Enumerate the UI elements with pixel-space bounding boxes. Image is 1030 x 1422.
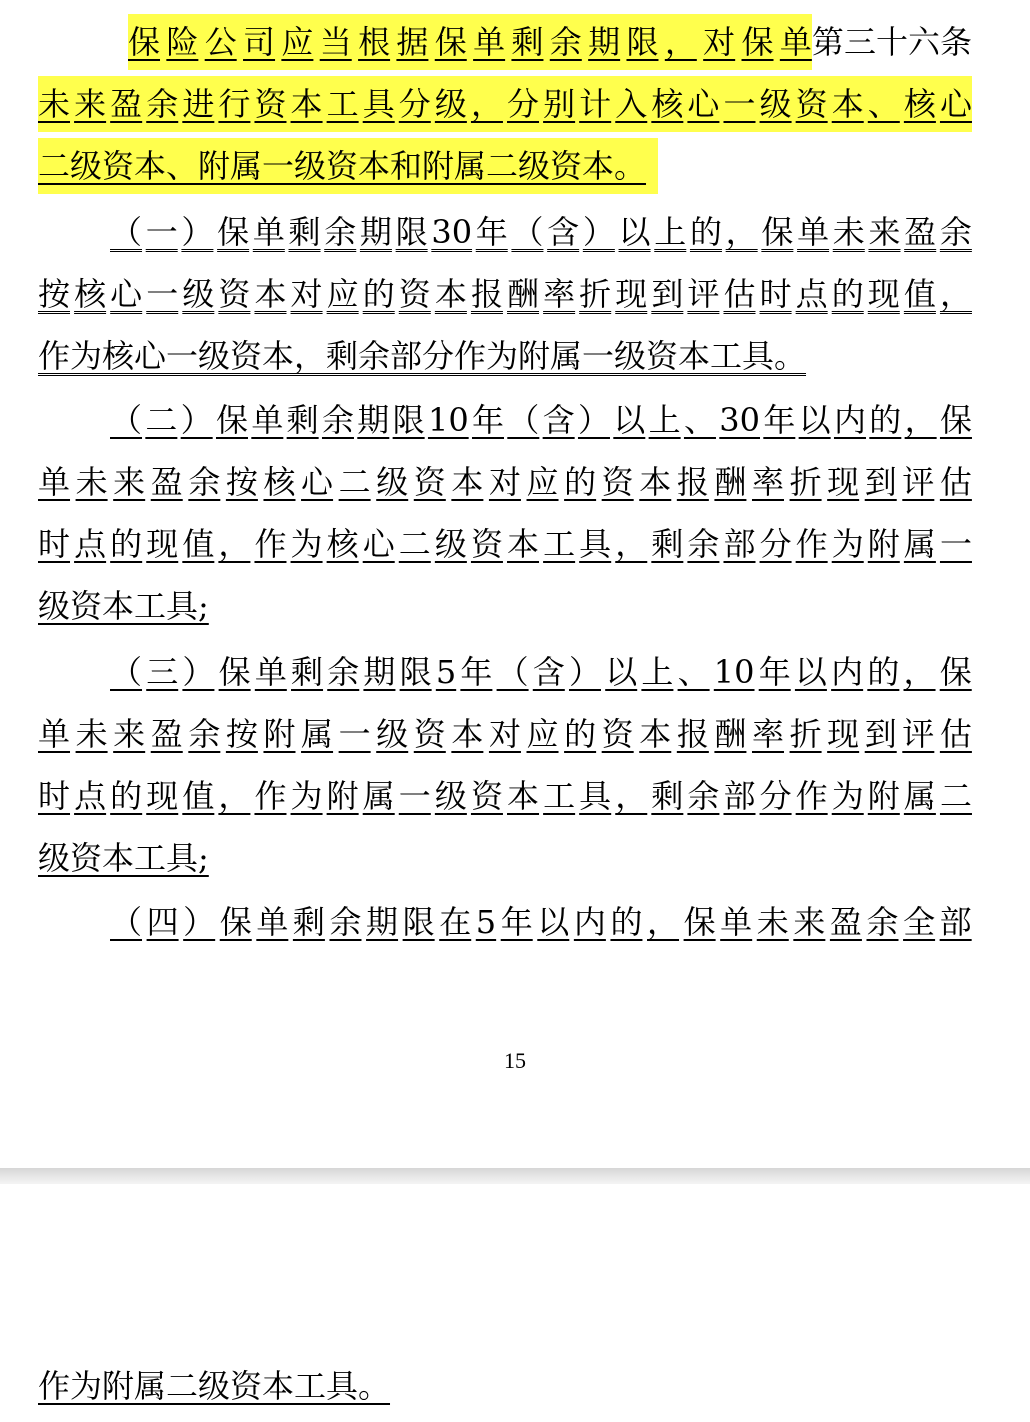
item-2-line-3: 时 点 的 现 值 ， 作 为 核 心 二 级 资 本 工 具 ， 剩 余 部 分 作 为 附 属 一: [38, 525, 972, 563]
item-2-line-2: 单 未 来 盈 余 按 核 心 二 级 资 本 对 应 的 资 本 报 酬 率 折 现 到 评 估: [38, 463, 972, 501]
item-1-line-3: [38, 328, 836, 384]
item-1-line-2: 按 核 心 一 级 资 本 对 应 的 资 本 报 酬 率 折 现 到 评 估 时 点 的 现 值 ，: [38, 275, 972, 313]
article-heading-line: 保 险 公 司 应 当 根 据 保 单 剩 余 期 限 ， 对 保 单 第 三 十 六 条: [110, 14, 972, 70]
document-page-16: [0, 1184, 1030, 1422]
item-3-text-4: 级资本工具;: [38, 839, 209, 877]
item-2-line-1: （ 二 ） 保 单 剩 余 期 限 10 年 （ 含 ） 以 上 、 30 年 以 内 的 ， 保: [110, 401, 972, 439]
page-separator: [0, 1168, 1030, 1184]
item-2-text-4: 级资本工具;: [38, 587, 209, 625]
item-4-text-2: 作为附属二级资本工具。: [38, 1367, 391, 1405]
item-1-line-1: （ 一 ） 保 单 剩 余 期 限 30 年 （ 含 ） 以 上 的 ， 保 单 未 来 盈 余: [110, 213, 972, 251]
item-1-text-3: 作为核心一级资本，剩余部分作为附属一级资本工具。: [38, 337, 807, 375]
page-number: 15: [504, 1048, 526, 1073]
item-3-line-3: 时 点 的 现 值 ， 作 为 附 属 一 级 资 本 工 具 ， 剩 余 部 分 作 为 附 属 二: [38, 777, 972, 815]
item-4-line-1: （ 四 ） 保 单 剩 余 期 限 在 5 年 以 内 的 ， 保 单 未 来 盈 余 全 部: [110, 903, 972, 941]
article-text-line-1: 保 险 公 司 应 当 根 据 保 单 剩 余 期 限 ， 对 保 单: [128, 14, 812, 70]
item-3-line-1: （ 三 ） 保 单 剩 余 期 限 5 年 （ 含 ） 以 上 、 10 年 以 内 的 ， 保: [110, 653, 972, 691]
item-3-line-2: 单 未 来 盈 余 按 附 属 一 级 资 本 对 应 的 资 本 报 酬 率 折 现 到 评 估: [38, 715, 972, 753]
item-4-line-2: [38, 1358, 420, 1414]
item-2-line-4: [38, 578, 239, 634]
article-text-3: 二级资本、附属一级资本和附属二级资本。: [38, 147, 647, 185]
item-3-line-4: [38, 830, 239, 886]
article-text-line-2: 未 来 盈 余 进 行 资 本 工 具 分 级 ， 分 别 计 入 核 心 一 级 资 本 、 核 心: [38, 76, 972, 132]
article-text-line-3: [38, 138, 658, 194]
